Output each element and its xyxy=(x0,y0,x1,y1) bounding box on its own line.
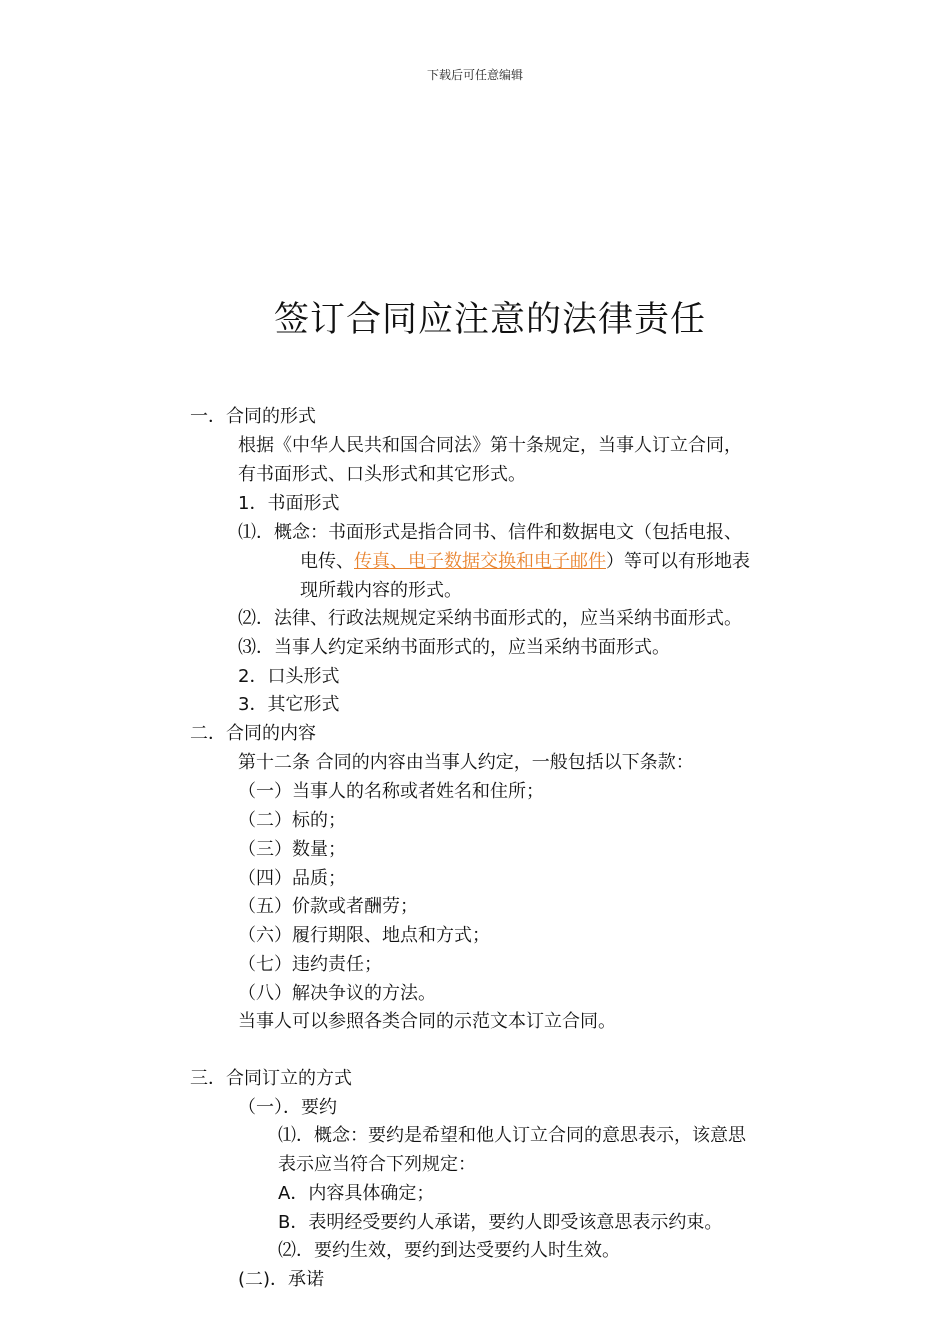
list-item: A．内容具体确定； xyxy=(278,1183,435,1204)
paragraph-line: 第十二条 合同的内容由当事人约定，一般包括以下条款： xyxy=(238,752,694,773)
document-title: 签订合同应注意的法律责任 xyxy=(273,300,706,340)
paragraph-line: ⑴．概念：要约是希望和他人订立合同的意思表示，该意思 xyxy=(278,1125,746,1146)
section-heading-2: 二．合同的内容 xyxy=(190,723,316,744)
subsection-heading: 3．其它形式 xyxy=(238,694,340,715)
subsection-heading: (二)．承诺 xyxy=(238,1269,325,1290)
subsection-heading: 2．口头形式 xyxy=(238,666,340,687)
paragraph-line: ⑵．要约生效，要约到达受要约人时生效。 xyxy=(278,1240,620,1261)
section-heading-3: 三．合同订立的方式 xyxy=(190,1068,352,1089)
text-segment: ）等可以有形地表 xyxy=(606,551,750,572)
paragraph-line xyxy=(300,550,750,574)
header-note: 下载后可任意编辑 xyxy=(426,68,523,82)
paragraph-line: 现所载内容的形式。 xyxy=(300,580,462,601)
list-item: （二）标的； xyxy=(238,810,346,831)
paragraph-line: 有书面形式、口头形式和其它形式。 xyxy=(238,464,526,485)
paragraph-line: ⑵．法律、行政法规规定采纳书面形式的，应当采纳书面形式。 xyxy=(238,608,742,629)
text-segment: 电传、 xyxy=(300,551,354,572)
list-item: （四）品质； xyxy=(238,868,346,889)
list-item: （七）违约责任； xyxy=(238,954,382,975)
list-item: B．表明经受要约人承诺，要约人即受该意思表示约束。 xyxy=(278,1212,723,1233)
paragraph-line: ⑶．当事人约定采纳书面形式的，应当采纳书面形式。 xyxy=(238,637,670,658)
subsection-heading: 1．书面形式 xyxy=(238,493,340,514)
list-item: （六）履行期限、地点和方式； xyxy=(238,925,490,946)
paragraph-line: 表示应当符合下列规定： xyxy=(278,1154,476,1175)
paragraph-line: 当事人可以参照各类合同的示范文本订立合同。 xyxy=(238,1011,616,1032)
section-heading-1: 一．合同的形式 xyxy=(190,406,316,427)
list-item: （三）数量； xyxy=(238,839,346,860)
list-item: （五）价款或者酬劳； xyxy=(238,896,418,917)
paragraph-line: ⑴．概念：书面形式是指合同书、信件和数据电文（包括电报、 xyxy=(238,522,742,543)
list-item: （八）解决争议的方法。 xyxy=(238,983,436,1004)
subsection-heading: （一）．要约 xyxy=(238,1097,337,1118)
highlighted-link[interactable]: 传真、电子数据交换和电子邮件 xyxy=(354,551,606,572)
paragraph-line: 根据《中华人民共和国合同法》第十条规定，当事人订立合同， xyxy=(238,435,742,456)
list-item: （一）当事人的名称或者姓名和住所； xyxy=(238,781,544,802)
